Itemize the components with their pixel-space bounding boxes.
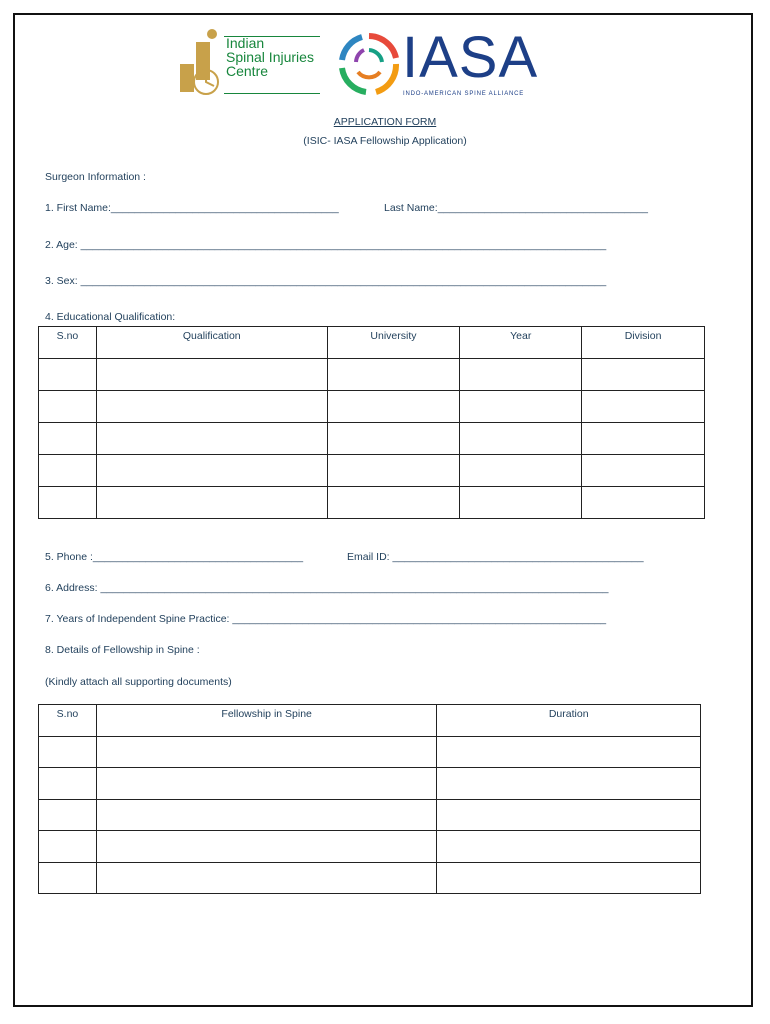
form-title: APPLICATION FORM [333, 116, 437, 128]
education-label: 4. Educational Qualification: [45, 311, 176, 323]
years-practice-field[interactable]: 7. Years of Independent Spine Practice: ________________________________________________________________ [45, 613, 607, 625]
table-row [39, 799, 701, 831]
isic-wordmark [226, 36, 314, 78]
table-cell[interactable] [96, 423, 327, 455]
col-header-sno: S.no [39, 705, 97, 737]
table-row [39, 487, 705, 519]
table-cell[interactable] [460, 423, 582, 455]
table-row [39, 862, 701, 894]
isic-emblem-icon [166, 28, 226, 98]
fellowship-header-row [39, 705, 701, 737]
table-cell[interactable] [437, 799, 701, 831]
table-row [39, 359, 705, 391]
table-cell[interactable] [460, 359, 582, 391]
table-cell[interactable] [582, 359, 705, 391]
table-cell[interactable] [39, 359, 97, 391]
table-cell[interactable] [437, 862, 701, 894]
table-cell[interactable] [582, 391, 705, 423]
table-cell[interactable] [39, 831, 97, 863]
col-header-sno: S.no [39, 327, 97, 359]
table-cell[interactable] [39, 768, 97, 800]
table-cell[interactable] [39, 391, 97, 423]
iasa-ring-icon [336, 30, 402, 102]
table-cell[interactable] [327, 455, 460, 487]
age-field[interactable]: 2. Age: __________________________________________________________________________________________ [45, 239, 607, 251]
table-cell[interactable] [582, 423, 705, 455]
isic-rule-bottom [224, 93, 320, 94]
phone-field[interactable]: 5. Phone :____________________________________ [45, 551, 304, 563]
table-cell[interactable] [437, 768, 701, 800]
table-cell[interactable] [460, 487, 582, 519]
fellowship-table [38, 704, 701, 894]
table-cell[interactable] [327, 423, 460, 455]
table-cell[interactable] [39, 423, 97, 455]
table-cell[interactable] [96, 455, 327, 487]
form-subtitle: (ISIC- IASA Fellowship Application) [303, 135, 467, 147]
table-cell[interactable] [96, 831, 436, 863]
isic-word-1: Indian [226, 35, 265, 51]
col-header-qualification: Qualification [96, 327, 327, 359]
table-cell[interactable] [39, 862, 97, 894]
table-cell[interactable] [327, 359, 460, 391]
iasa-logo [336, 25, 539, 102]
table-row [39, 831, 701, 863]
table-cell[interactable] [460, 391, 582, 423]
education-header-row [39, 327, 705, 359]
table-cell[interactable] [96, 799, 436, 831]
col-header-year: Year [460, 327, 582, 359]
attach-note: (Kindly attach all supporting documents) [45, 676, 232, 688]
col-header-division: Division [582, 327, 705, 359]
table-row [39, 455, 705, 487]
col-header-duration: Duration [437, 705, 701, 737]
table-cell[interactable] [582, 487, 705, 519]
table-cell[interactable] [39, 487, 97, 519]
table-cell[interactable] [96, 487, 327, 519]
address-field[interactable]: 6. Address: _______________________________________________________________________________________ [45, 582, 609, 594]
table-row [39, 768, 701, 800]
isic-logo [166, 28, 326, 98]
table-cell[interactable] [460, 455, 582, 487]
col-header-university: University [327, 327, 460, 359]
first-name-field[interactable]: 1. First Name:_______________________________________ [45, 202, 339, 214]
table-cell[interactable] [582, 455, 705, 487]
email-field[interactable]: Email ID: ___________________________________________ [347, 551, 644, 563]
col-header-fellowship: Fellowship in Spine [96, 705, 436, 737]
table-row [39, 423, 705, 455]
fellowship-label: 8. Details of Fellowship in Spine : [45, 644, 200, 656]
table-cell[interactable] [437, 736, 701, 768]
last-name-field[interactable]: Last Name:____________________________________ [384, 202, 648, 214]
iasa-wordmark: IASA [402, 25, 539, 90]
table-cell[interactable] [96, 359, 327, 391]
table-cell[interactable] [96, 862, 436, 894]
table-cell[interactable] [437, 831, 701, 863]
table-cell[interactable] [327, 391, 460, 423]
table-cell[interactable] [96, 391, 327, 423]
table-cell[interactable] [39, 455, 97, 487]
iasa-tagline: INDO-AMERICAN SPINE ALLIANCE [403, 91, 525, 97]
sex-field[interactable]: 3. Sex: __________________________________________________________________________________________ [45, 275, 607, 287]
education-table [38, 326, 705, 519]
section-surgeon-info: Surgeon Information : [45, 171, 146, 183]
isic-word-2: Spinal Injuries [226, 49, 314, 65]
table-cell[interactable] [39, 799, 97, 831]
table-cell[interactable] [96, 736, 436, 768]
table-cell[interactable] [96, 768, 436, 800]
table-cell[interactable] [327, 487, 460, 519]
table-row [39, 391, 705, 423]
table-cell[interactable] [39, 736, 97, 768]
isic-word-3: Centre [226, 63, 269, 79]
table-row [39, 736, 701, 768]
